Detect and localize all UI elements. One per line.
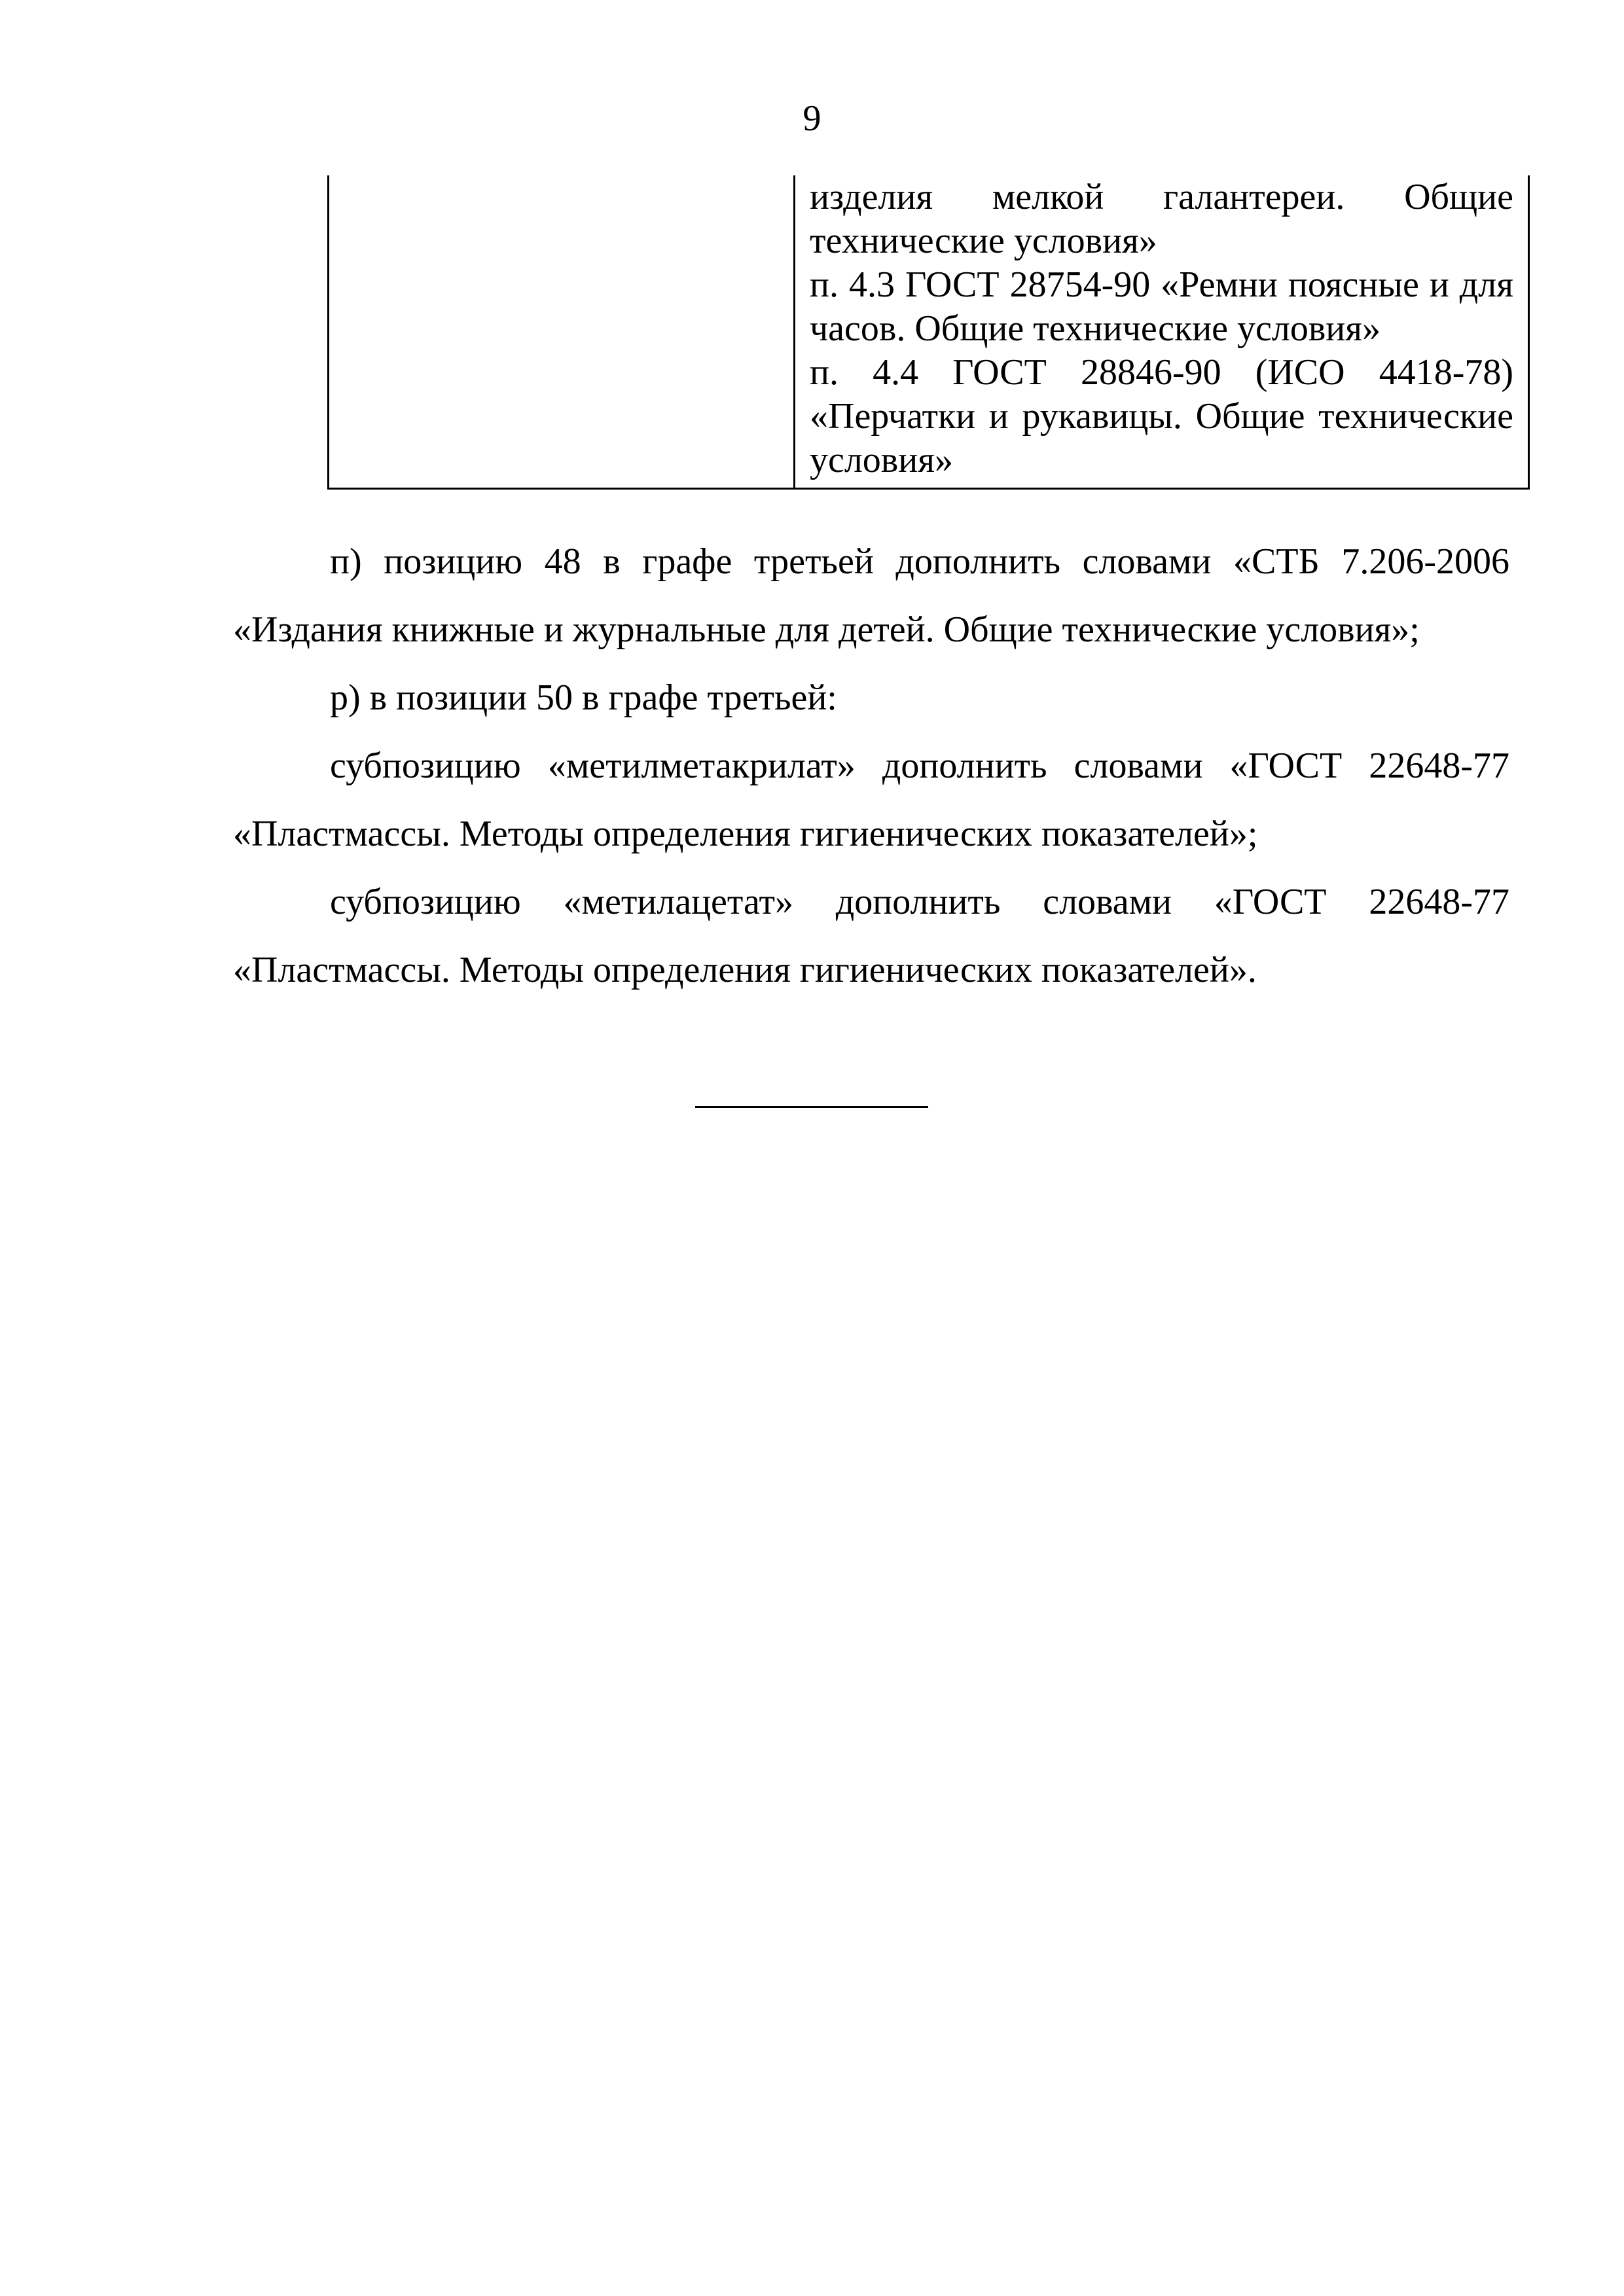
continuation-table (327, 175, 1530, 490)
paragraph-subposition-methylacetate: субпозицию «метилацетат» дополнить словами «ГОСТ 22648-77 «Пластмассы. Методы определения гигиенических показателей». (233, 882, 1509, 990)
paragraph-item-p: п) позицию 48 в графе третьей дополнить словами «СТБ 7.206-2006 «Издания книжные и журнальные для детей. Общие технические условия»; (233, 541, 1509, 650)
page-number: 9 (803, 98, 821, 139)
table-row (329, 175, 1529, 489)
standard-reference: п. 4.4 ГОСТ 28846-90 (ИСО 4418-78) «Перчатки и рукавицы. Общие технические условия» (810, 352, 1513, 480)
table-cell-empty (329, 175, 795, 489)
table-cell-standards (795, 175, 1529, 489)
paragraph-subposition-methylmethacrylate: субпозицию «метилметакрилат» дополнить словами «ГОСТ 22648-77 «Пластмассы. Методы определения гигиенических показателей»; (233, 745, 1509, 854)
standard-reference: п. 4.3 ГОСТ 28754-90 «Ремни поясные и для часов. Общие технические условия» (810, 264, 1513, 349)
end-divider (695, 1106, 928, 1108)
amendment-text (233, 528, 1509, 1004)
standard-reference: изделия мелкой галантереи. Общие технические условия» (810, 177, 1513, 261)
paragraph-item-r: р) в позиции 50 в графе третьей: (330, 677, 837, 718)
